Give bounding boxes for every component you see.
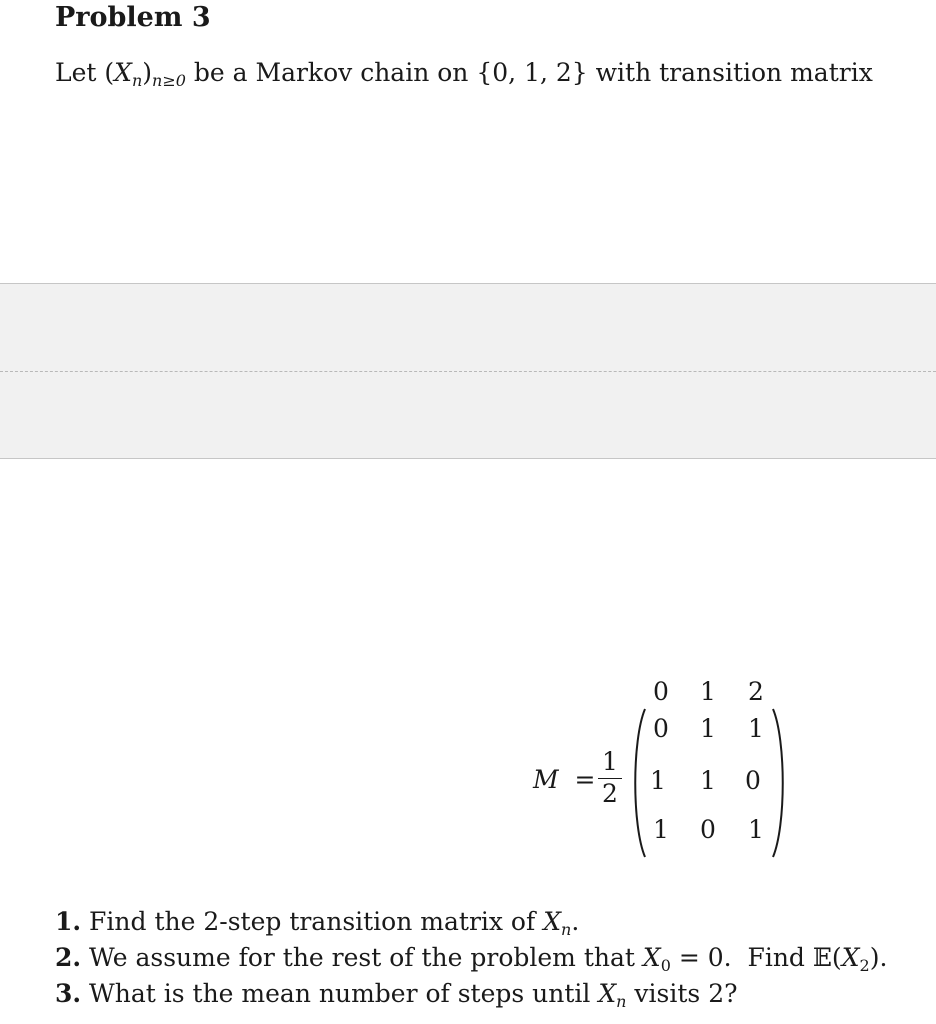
matrix-cell: 1 — [748, 815, 764, 844]
page-gap-separator — [0, 283, 936, 459]
column-label: 0 — [653, 677, 669, 706]
transition-matrix — [0, 670, 936, 870]
intro-middle: be a Markov chain on — [185, 58, 477, 87]
matrix-cell: 1 — [748, 714, 764, 743]
intro-suffix: with transition matrix — [587, 58, 873, 87]
process-var: X — [114, 58, 132, 87]
column-label: 2 — [748, 677, 764, 706]
process-range: n≥0 — [152, 71, 186, 90]
matrix-cell: 1 — [700, 714, 716, 743]
state-set: {0, 1, 2} — [476, 58, 588, 87]
problem-title: Problem 3 — [55, 2, 211, 33]
right-parenthesis — [770, 708, 790, 858]
problem-intro: Let $(X_n)_{n\ge 0}$ be a Markov chain on {0, 1, 2} with transition matrix — [55, 58, 873, 90]
factor-numerator: 1 — [602, 747, 618, 776]
process-sub: n — [131, 71, 143, 90]
question-item: 2. We assume for the rest of the problem that $X_0 = 0$. Find $𝔼(X_2)$. — [55, 943, 888, 975]
question-item: 1. Find the 2-step transition matrix of $X_n$. — [55, 907, 580, 939]
question-list — [55, 904, 887, 1012]
matrix-cell: 0 — [653, 714, 669, 743]
intro-prefix: Let — [55, 58, 105, 87]
factor-denominator: 2 — [602, 779, 618, 808]
page-gap-dashed-line — [0, 371, 936, 372]
matrix-cell: 1 — [653, 815, 669, 844]
matrix-cell: 1 — [650, 766, 666, 795]
matrix-cell: 0 — [700, 815, 716, 844]
matrix-cell: 1 — [700, 766, 716, 795]
question-item: 3. What is the mean number of steps until $X_n$ visits 2? — [55, 979, 738, 1011]
column-label: 1 — [700, 677, 716, 706]
matrix-label: M = — [533, 765, 596, 794]
matrix-cell: 0 — [745, 766, 761, 795]
